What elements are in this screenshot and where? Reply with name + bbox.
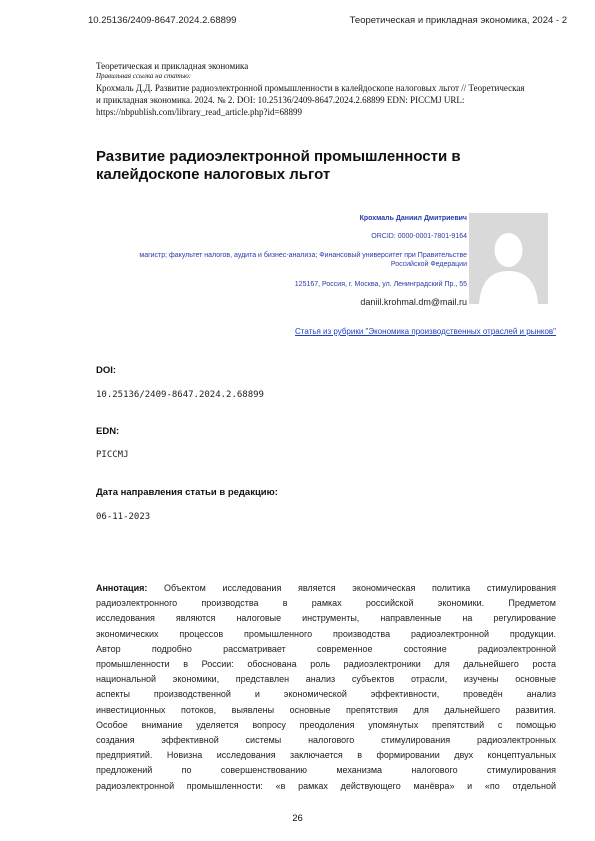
citation-line-1: Крохмаль Д.Д. Развитие радиоэлектронной промышленности в калейдоскопе налоговых льгот // Теоретическая [96,83,525,93]
author-affiliation-line-1: магистр; факультет налогов, аудита и бизнес-анализа; Финансовый университет при Правительстве [139,252,467,259]
edn-label: EDN: [96,426,120,437]
citation-line-3: https://nbpublish.com/library_read_article.php?id=68899 [96,107,303,117]
abstract-label: Аннотация: [96,583,148,593]
citation-line-2: и прикладная экономика. 2024. № 2. DOI: 10.25136/2409-8647.2024.2.68899 EDN: PICCMJ URL: [96,95,465,105]
abstract-line: национальной экономики, представлен анализ субъектов отрасли, изучены основные [96,674,556,685]
doi-label: DOI: [96,365,117,376]
abstract-line: инвестиционных потоков, выявлены основные препятствия для дальнейшего развития. [96,704,556,715]
page-number: 26 [292,813,303,824]
submit-date-value: 06-11-2023 [96,512,151,522]
abstract-line: предприятий. Новизна исследования заключается в формировании двух концептуальных [96,750,556,761]
doi-value: 10.25136/2409-8647.2024.2.68899 [96,390,264,400]
author-affiliation-line-2: Российской Федерации [390,261,467,268]
author-photo [469,213,548,304]
article-title-line-2: калейдоскопе налоговых льгот [96,166,331,183]
abstract-line: промышленности в России: обоснована роль радиоэлектроники для дальнейшего роста [96,659,556,670]
submit-date-label: Дата направления статьи в редакцию: [96,487,278,498]
header-journal-issue: Теоретическая и прикладная экономика, 2024 - 2 [349,15,567,26]
author-email[interactable]: daniil.krohmal.dm@mail.ru [360,297,467,307]
article-title-line-1: Развитие радиоэлектронной промышленности в [96,148,461,165]
abstract [96,581,556,794]
author-orcid[interactable]: ORCID: 0000-0001-7801-9164 [371,233,467,240]
abstract-line: предложений по совершенствованию механизма налогового стимулирования [96,765,556,776]
abstract-line: радиоэлектронной промышленности: «в рамках действующего манёвра» и «по отдельной [96,780,556,791]
abstract-line: радиоэлектронного производства в рамках российской экономики. Предметом [96,598,556,609]
abstract-line: Особое внимание уделяется вопросу преодоления упомянутых препятствий с помощью [96,719,556,730]
abstract-line: Объектом исследования является экономическая политика стимулирования [164,583,556,593]
rubric-link[interactable]: Статья из рубрики "Экономика производственных отраслей и рынков" [295,327,556,336]
author-name: Крохмаль Даниил Дмитриевич [359,215,467,222]
abstract-line: создания эффективной системы налогового стимулирования радиоэлектронных [96,735,556,746]
abstract-line: аспекты производственной и экономической эффективности, проведён анализ [96,689,556,700]
abstract-line: экономических процессов промышленного производства радиоэлектронной продукции. [96,628,556,639]
citation-journal: Теоретическая и прикладная экономика [96,61,249,71]
abstract-line: Автор подробно рассматривает современное состояние радиоэлектронной [96,643,556,654]
header-doi: 10.25136/2409-8647.2024.2.68899 [88,15,237,26]
author-affiliation [107,251,467,269]
citation-preferred-label: Правильная ссылка на статью: [96,72,192,80]
avatar-placeholder-icon [469,213,548,304]
edn-value: PICCMJ [96,450,129,460]
article-title [96,148,516,184]
abstract-line: исследования являются налоговые инструменты, направленные на регулирование [96,613,556,624]
author-address: 125167, Россия, г. Москва, ул. Ленинградский Пр., 55 [294,281,467,288]
